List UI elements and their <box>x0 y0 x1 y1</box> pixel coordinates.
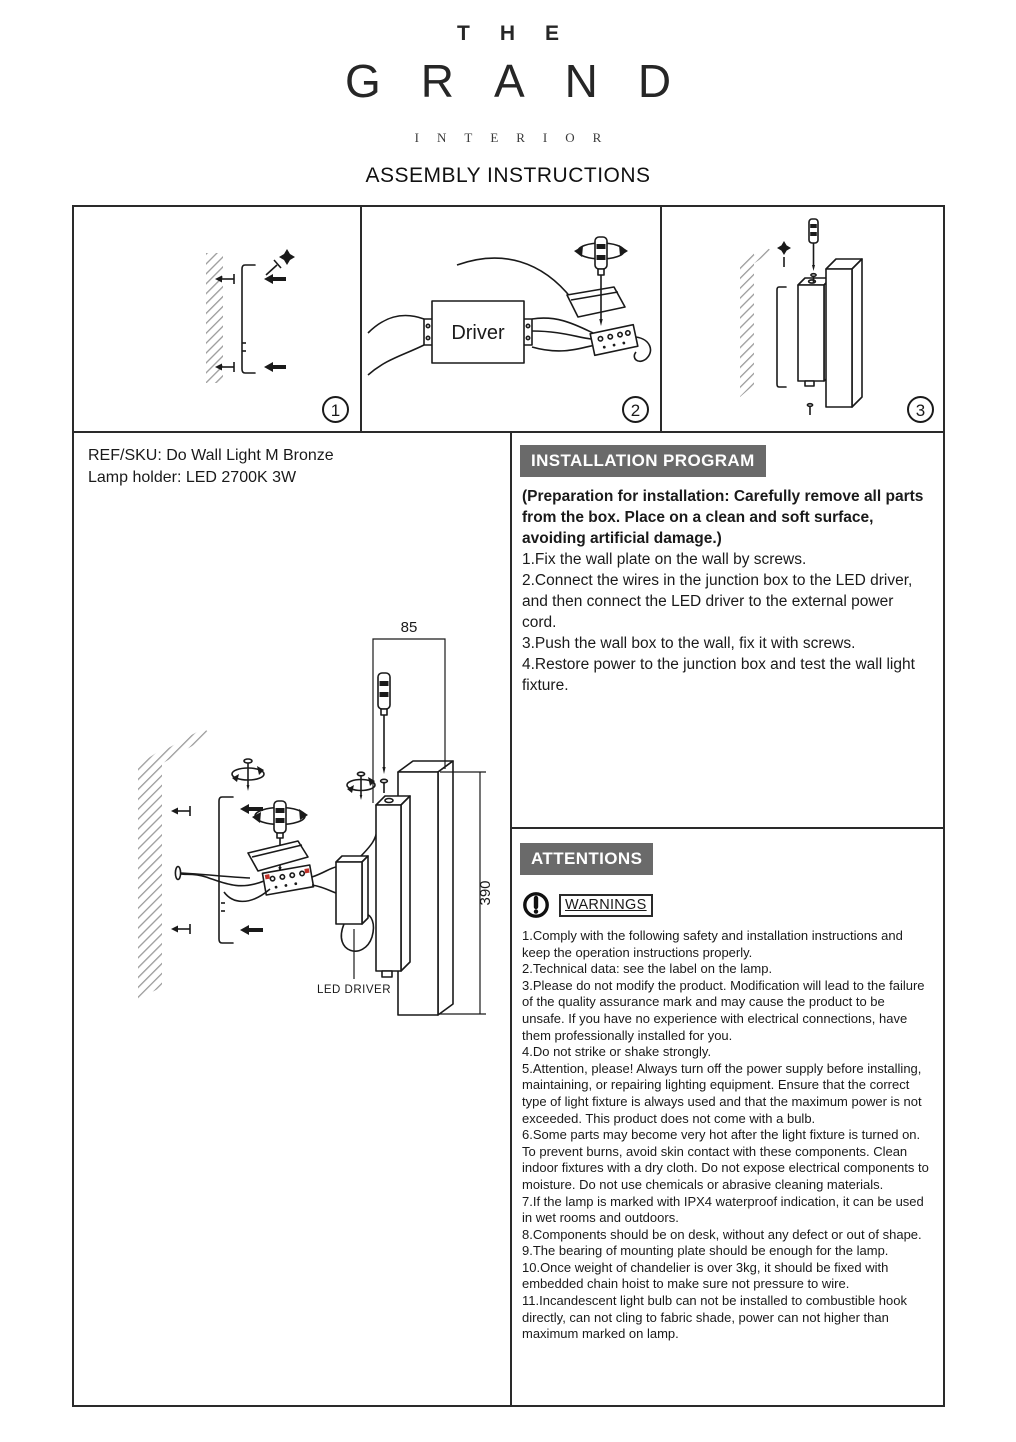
warning-item: 6.Some parts may become very hot after the light fixture is turned on. To prevent burns, avoid skin contact with these components. Clean indoor fixtures with a dry cloth. Do not expose electrical components to moisture. Do not use chemicals or abrasive cleaning materials. <box>522 1127 929 1192</box>
rotation-screw-icon-2 <box>347 772 375 800</box>
exploded-view-drawing <box>74 615 510 1215</box>
phillips-screw-icon <box>777 241 791 267</box>
step3-diagram <box>662 207 945 429</box>
brand-word-grand: GRAND <box>344 55 712 107</box>
warning-item: 8.Components should be on desk, without any defect or out of shape. <box>522 1226 922 1242</box>
step3-number-badge: 3 <box>907 396 934 423</box>
step2-diagram <box>362 207 660 429</box>
warning-item: 4.Do not strike or shake strongly. <box>522 1044 712 1060</box>
step1-diagram <box>74 207 360 429</box>
warning-item: 5.Attention, please! Always turn off the power supply before installing, maintaining, or repairing lighting equipment. Ensure that the correct type of light fixture is always used and that the maximum power is not exceeded. This product does not come with a bulb. <box>522 1060 922 1126</box>
screwdriver-icon-2 <box>378 673 390 793</box>
step1-number-badge: 1 <box>322 396 349 423</box>
instruction-table <box>72 205 945 1407</box>
warning-item: 10.Once weight of chandelier is over 3kg, it should be fixed with embedded chain hoist to make sure not pressure to wire. <box>522 1259 889 1292</box>
installation-step: 3.Push the wall box to the wall, fix it with screws. <box>522 635 856 652</box>
step2-number-badge: 2 <box>622 396 649 423</box>
warning-item: 11.Incandescent light bulb can not be installed to combustible hook directly, can not cling to fabric shade, power can not higher than maximum marked on lamp. <box>522 1293 907 1342</box>
warning-item: 9.The bearing of mounting plate should be enough for the lamp. <box>522 1243 889 1259</box>
product-column <box>74 433 512 1405</box>
step-diagram-row <box>74 207 943 433</box>
long-mounting-screw <box>175 867 250 880</box>
brand-word-the: THE <box>457 22 589 45</box>
page-title: ASSEMBLY INSTRUCTIONS <box>365 164 651 187</box>
led-driver-box <box>424 301 532 363</box>
detail-row <box>74 433 943 1405</box>
warnings-list <box>522 928 931 1343</box>
step2-panel <box>362 207 662 431</box>
warning-item: 3.Please do not modify the product. Modification will lead to the failure of the quality assurance mark and may cause the product to be unsafe. If you have no experience with electrical connections, have them professionally installed for you. <box>522 977 925 1043</box>
led-driver-box <box>336 856 368 924</box>
instructions-column <box>512 433 943 1405</box>
installation-header: INSTALLATION PROGRAM <box>520 445 766 477</box>
dim-width-label: 85 <box>400 619 418 636</box>
driver-label: Driver <box>451 322 505 344</box>
installation-section <box>512 433 943 829</box>
mounting-plate <box>242 265 255 373</box>
warning-item: 1.Comply with the following safety and installation instructions and keep the operation instructions properly. <box>522 928 903 960</box>
attentions-header: ATTENTIONS <box>520 843 653 875</box>
installation-step: 1.Fix the wall plate on the wall by screws. <box>522 551 807 568</box>
front-cover <box>826 259 862 407</box>
mounting-plate <box>219 797 233 943</box>
wall-hatch <box>206 253 223 383</box>
installation-preparation: (Preparation for installation: Carefully remove all parts from the box. Place on a clean and soft surface, avoiding artificial damage.) <box>522 488 924 547</box>
brand-word-interior: INTERIOR <box>414 130 620 145</box>
terminal-block <box>262 865 313 895</box>
warnings-label: WARNINGS <box>559 894 653 917</box>
product-info <box>74 433 510 489</box>
step1-panel <box>74 207 362 431</box>
installation-body <box>522 486 929 696</box>
brand-header <box>0 0 1016 188</box>
wall-box <box>376 796 410 977</box>
product-ref-sku: REF/SKU: Do Wall Light M Bronze <box>88 447 334 464</box>
fixing-arrow-icon <box>264 274 286 372</box>
warning-item: 2.Technical data: see the label on the lamp. <box>522 961 773 977</box>
cover-plate <box>567 287 625 317</box>
mounting-plate <box>777 287 786 387</box>
warnings-heading <box>522 891 933 919</box>
warning-exclamation-icon <box>522 891 550 919</box>
wall-hatch <box>138 728 211 999</box>
installation-step: 2.Connect the wires in the junction box to the LED driver, and then connect the LED driver to the external power cord. <box>522 572 913 631</box>
led-driver-label: LED DRIVER <box>316 984 392 996</box>
terminal-block <box>590 325 638 356</box>
rotation-screw-icon <box>232 759 264 791</box>
wall-hatch <box>740 247 772 397</box>
step3-panel <box>662 207 945 431</box>
product-lamp-holder: Lamp holder: LED 2700K 3W <box>88 469 297 486</box>
screwdriver-icon <box>809 219 818 283</box>
attentions-section <box>512 829 943 1405</box>
installation-step: 4.Restore power to the junction box and test the wall light fixture. <box>522 656 915 694</box>
warning-item: 7.If the lamp is marked with IPX4 waterproof indication, it can be used in wet rooms and outdoors. <box>522 1193 924 1226</box>
phillips-screw-icon <box>266 249 295 275</box>
dim-height-label: 390 <box>477 880 494 906</box>
